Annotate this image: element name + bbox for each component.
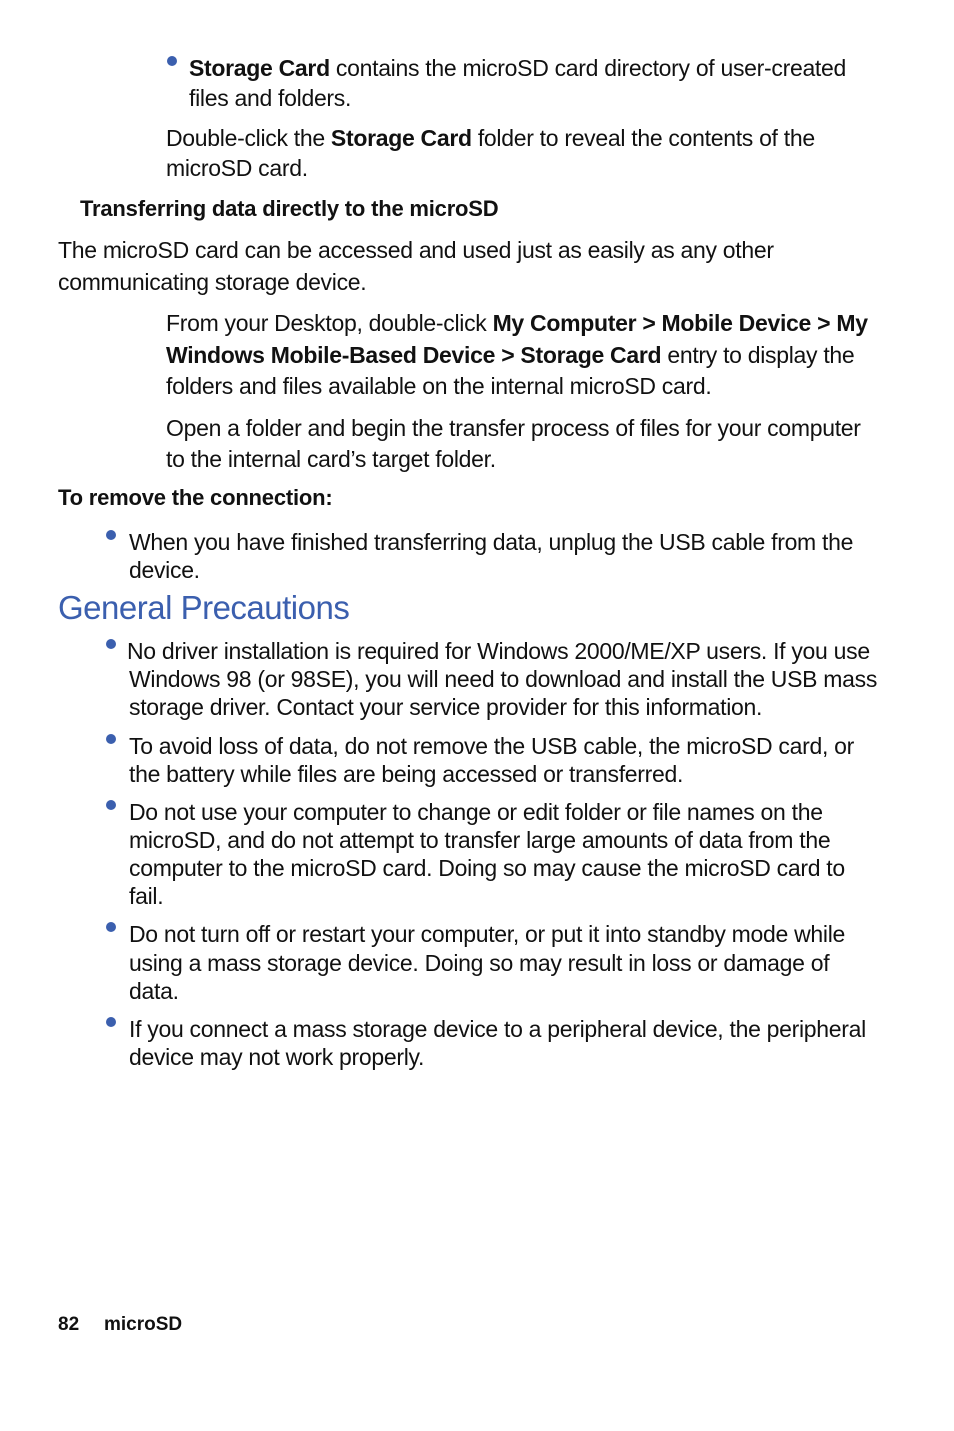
transfer-paragraph-line1: The microSD card can be accessed and used just as easily as any other [58,237,774,263]
general-precautions-heading: General Precautions [58,589,350,626]
bullet-icon [106,639,116,649]
storage-card-term: Storage Card [189,55,330,81]
double-click-instruction-line2: microSD card. [166,155,308,181]
text-run: contains the microSD card directory of user-created [329,55,847,81]
bullet-icon [106,800,116,810]
precaution-3-line2: microSD, and do not attempt to transfer large amounts of data from the [129,827,831,853]
precaution-1-line1: No driver installation is required for Windows 2000/ME/XP users. If you use [127,638,870,664]
precaution-1-line2: Windows 98 (or 98SE), you will need to download and install the USB mass [129,666,878,692]
text-run: entry to display the [661,342,855,368]
mobile-device-term: Mobile Device [661,310,812,336]
precaution-3-line1: Do not use your computer to change or edit folder or file names on the [129,799,823,825]
precaution-3-line4: fail. [129,883,164,909]
bullet-icon [106,1017,116,1027]
text-run: folder to reveal the contents of the [471,125,815,151]
path-separator: > [636,310,662,336]
transfer-step1-line3: folders and files available on the internal microSD card. [166,373,712,399]
storage-card-description [189,53,846,83]
precaution-5-line1: If you connect a mass storage device to a peripheral device, the peripheral [129,1016,866,1042]
windows-mobile-device-term: Windows Mobile-Based Device [166,342,496,368]
remove-connection-heading: To remove the connection: [58,485,333,510]
precaution-5-line2: device may not work properly. [129,1044,425,1070]
storage-card-description-line2: files and folders. [189,85,352,111]
bullet-icon [106,922,116,932]
precaution-2-line2: the battery while files are being accessed or transferred. [129,761,684,787]
transfer-paragraph-line2: communicating storage device. [58,269,367,295]
bullet-icon [106,734,116,744]
page-number: 82 [58,1314,80,1335]
my-windows-term-start: My [836,310,868,336]
transfer-heading: Transferring data directly to the microSD [80,196,499,221]
path-separator: > [811,310,837,336]
double-click-instruction [166,123,815,153]
transfer-step2-line1: Open a folder and begin the transfer process of files for your computer [166,415,861,441]
transfer-step2-line2: to the internal card’s target folder. [166,446,496,472]
precaution-2-line1: To avoid loss of data, do not remove the USB cable, the microSD card, or [129,733,854,759]
transfer-step1-line2 [166,340,854,370]
precaution-3-line3: computer to the microSD card. Doing so may cause the microSD card to [129,855,845,881]
storage-card-term: Storage Card [330,125,472,151]
storage-card-term: Storage Card [520,342,662,368]
precaution-4-line2: using a mass storage device. Doing so may result in loss or damage of [129,950,830,976]
precaution-4-line3: data. [129,978,179,1004]
my-computer-term: My Computer [492,310,637,336]
footer-section-title: microSD [104,1314,183,1335]
remove-bullet-line2: device. [129,557,200,583]
bullet-icon [167,56,177,66]
remove-bullet-line1: When you have finished transferring data, unplug the USB cable from the [129,529,854,555]
precaution-1-line3: storage driver. Contact your service provider for this information. [129,694,763,720]
text-run: Double-click the [166,125,331,151]
precaution-4-line1: Do not turn off or restart your computer, or put it into standby mode while [129,921,846,947]
bullet-icon [106,530,116,540]
text-run: From your Desktop, double-click [166,310,493,336]
transfer-step1-line1 [166,308,868,338]
path-separator: > [495,342,521,368]
